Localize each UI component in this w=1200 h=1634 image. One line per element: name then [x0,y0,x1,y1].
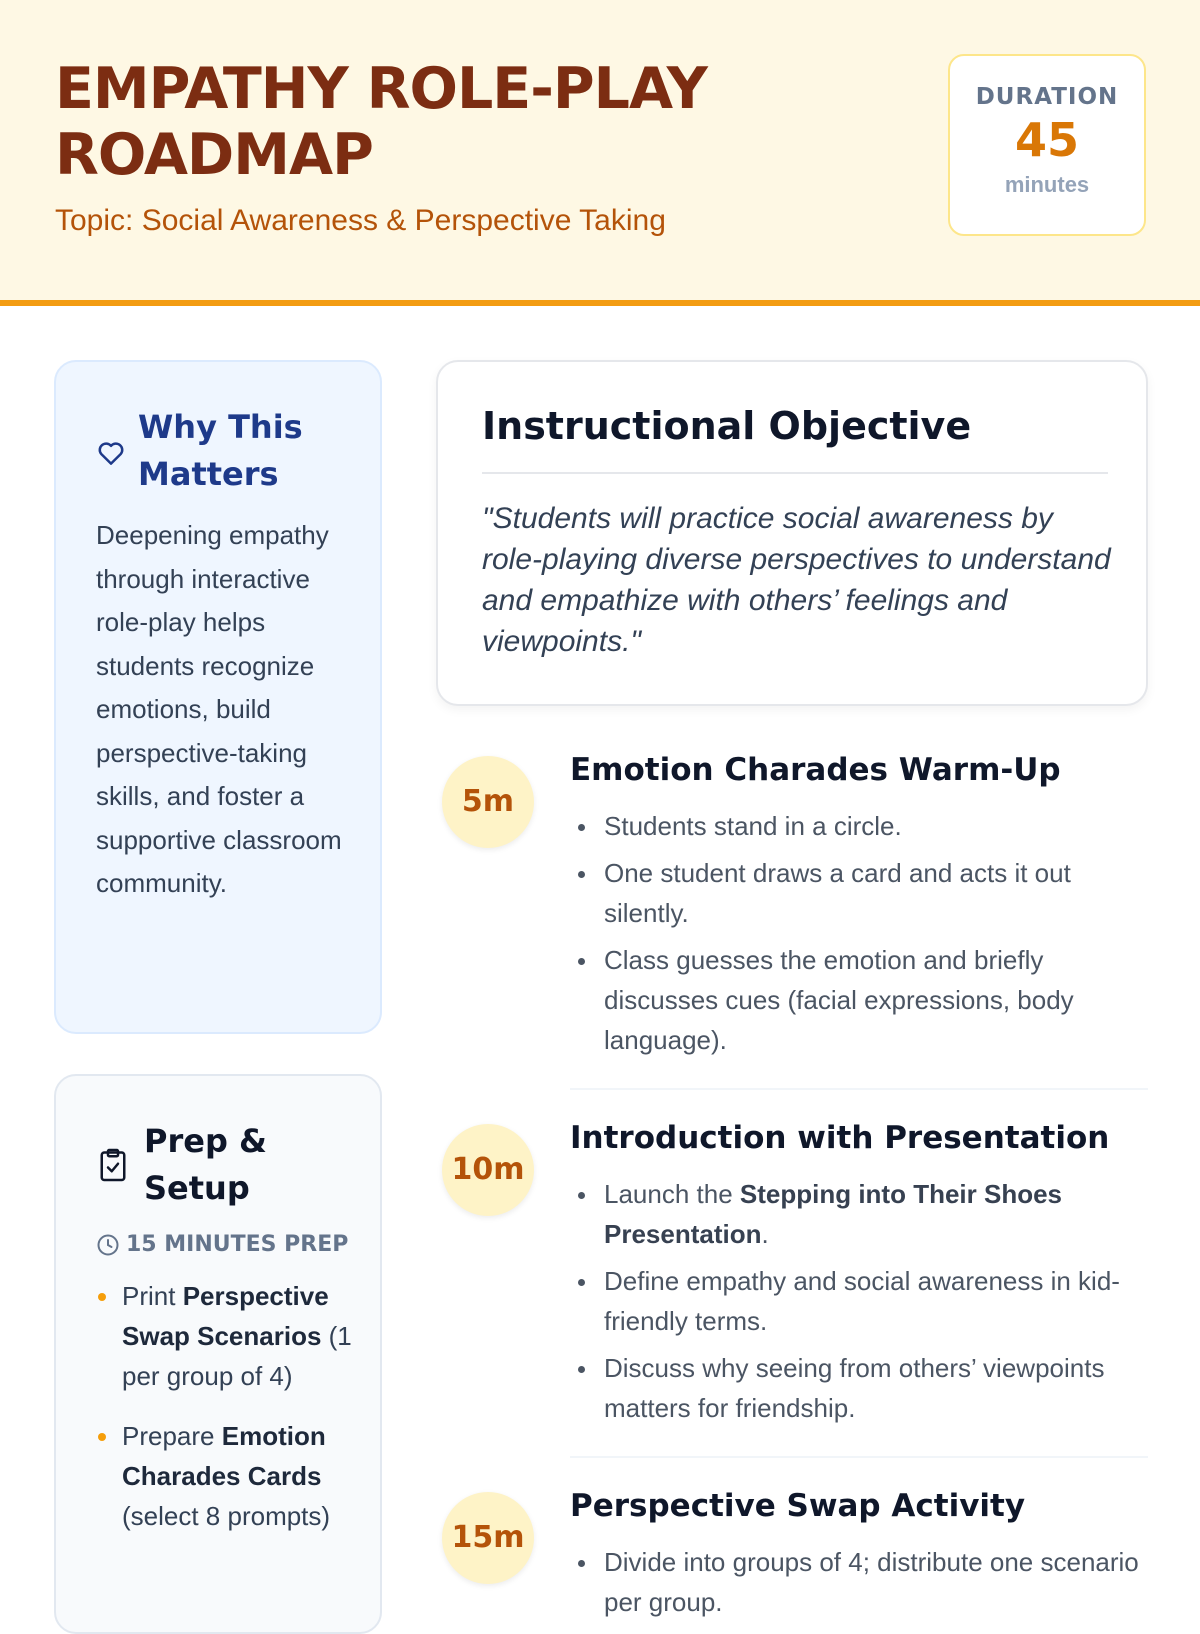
prep-item-material: Emotion Charades Cards [122,1421,326,1491]
step-item: Define empathy and social awareness in kid-friendly terms. [570,1261,1148,1341]
step-item: One student draws a card and acts it out silently. [570,853,1148,933]
prep-item [96,1276,360,1396]
step-item: Class guesses the emotion and briefly discusses cues (facial expressions, body language). [570,940,1148,1060]
prep-time-label: 15 MINUTES PREP [126,1232,349,1257]
step-divider [570,1456,1148,1458]
prep-item-material: Perspective Swap Scenarios [122,1281,329,1351]
prep-time [96,1232,348,1257]
step-duration-badge: 15m [442,1492,534,1584]
objective-card [436,360,1148,706]
prep-list [96,1276,360,1556]
timeline-step [436,1120,1148,1460]
step-title: Introduction with Presentation [570,1120,1110,1156]
clock-icon [96,1233,120,1257]
step-list [570,1542,1148,1629]
prep-item-text: Print [122,1281,183,1311]
step-item-text: Launch the [604,1179,740,1209]
prep-item [96,1416,360,1536]
objective-quote: "Students will practice social awareness by role-playing diverse perspectives to understand and empathize with others’ feelings and viewpoints." [482,502,1111,658]
step-item [570,1174,1148,1254]
step-title: Emotion Charades Warm-Up [570,752,1061,788]
topic-subtitle: Topic: Social Awareness & Perspective Taking [55,204,666,237]
step-list [570,1174,1148,1435]
prep-item-text: Prepare [122,1421,222,1451]
prep-setup-card [54,1074,382,1634]
timeline-step [436,752,1148,1092]
duration-card [948,54,1146,236]
step-title: Perspective Swap Activity [570,1488,1026,1524]
step-item: Divide into groups of 4; distribute one scenario per group. [570,1542,1148,1622]
prep-item-text: (1 per group of 4) [122,1321,352,1391]
step-item-text: . [761,1219,769,1249]
duration-unit: minutes [1004,172,1090,197]
duration-value: 45 [1014,113,1079,167]
step-item: Students stand in a circle. [570,806,1148,846]
prep-item-text: (select 8 prompts) [122,1501,331,1531]
timeline-step [436,1488,1148,1617]
header [0,0,1200,306]
why-body: Deepening empathy through interactive role-play helps students recognize emotions, build perspective-taking skills, and foster a supportive classroom community. [96,520,342,898]
step-item-resource: Stepping into Their Shoes Presentation [604,1179,1063,1249]
step-item: Discuss why seeing from others’ viewpoints matters for friendship. [570,1348,1148,1428]
why-title: Why This Matters [138,408,303,493]
objective-title: Instructional Objective [482,404,972,448]
objective-divider [482,472,1108,474]
step-list [570,806,1148,1067]
clipboard-check-icon [98,1147,128,1183]
duration-label: DURATION [975,84,1119,110]
page-title: EMPATHY ROLE-PLAY ROADMAP [55,56,707,188]
prep-title: Prep & Setup [144,1122,267,1207]
step-divider [570,1088,1148,1090]
step-duration-badge: 5m [442,756,534,848]
step-duration-badge: 10m [442,1124,534,1216]
heart-icon [96,438,126,468]
why-this-matters-card [54,360,382,1034]
